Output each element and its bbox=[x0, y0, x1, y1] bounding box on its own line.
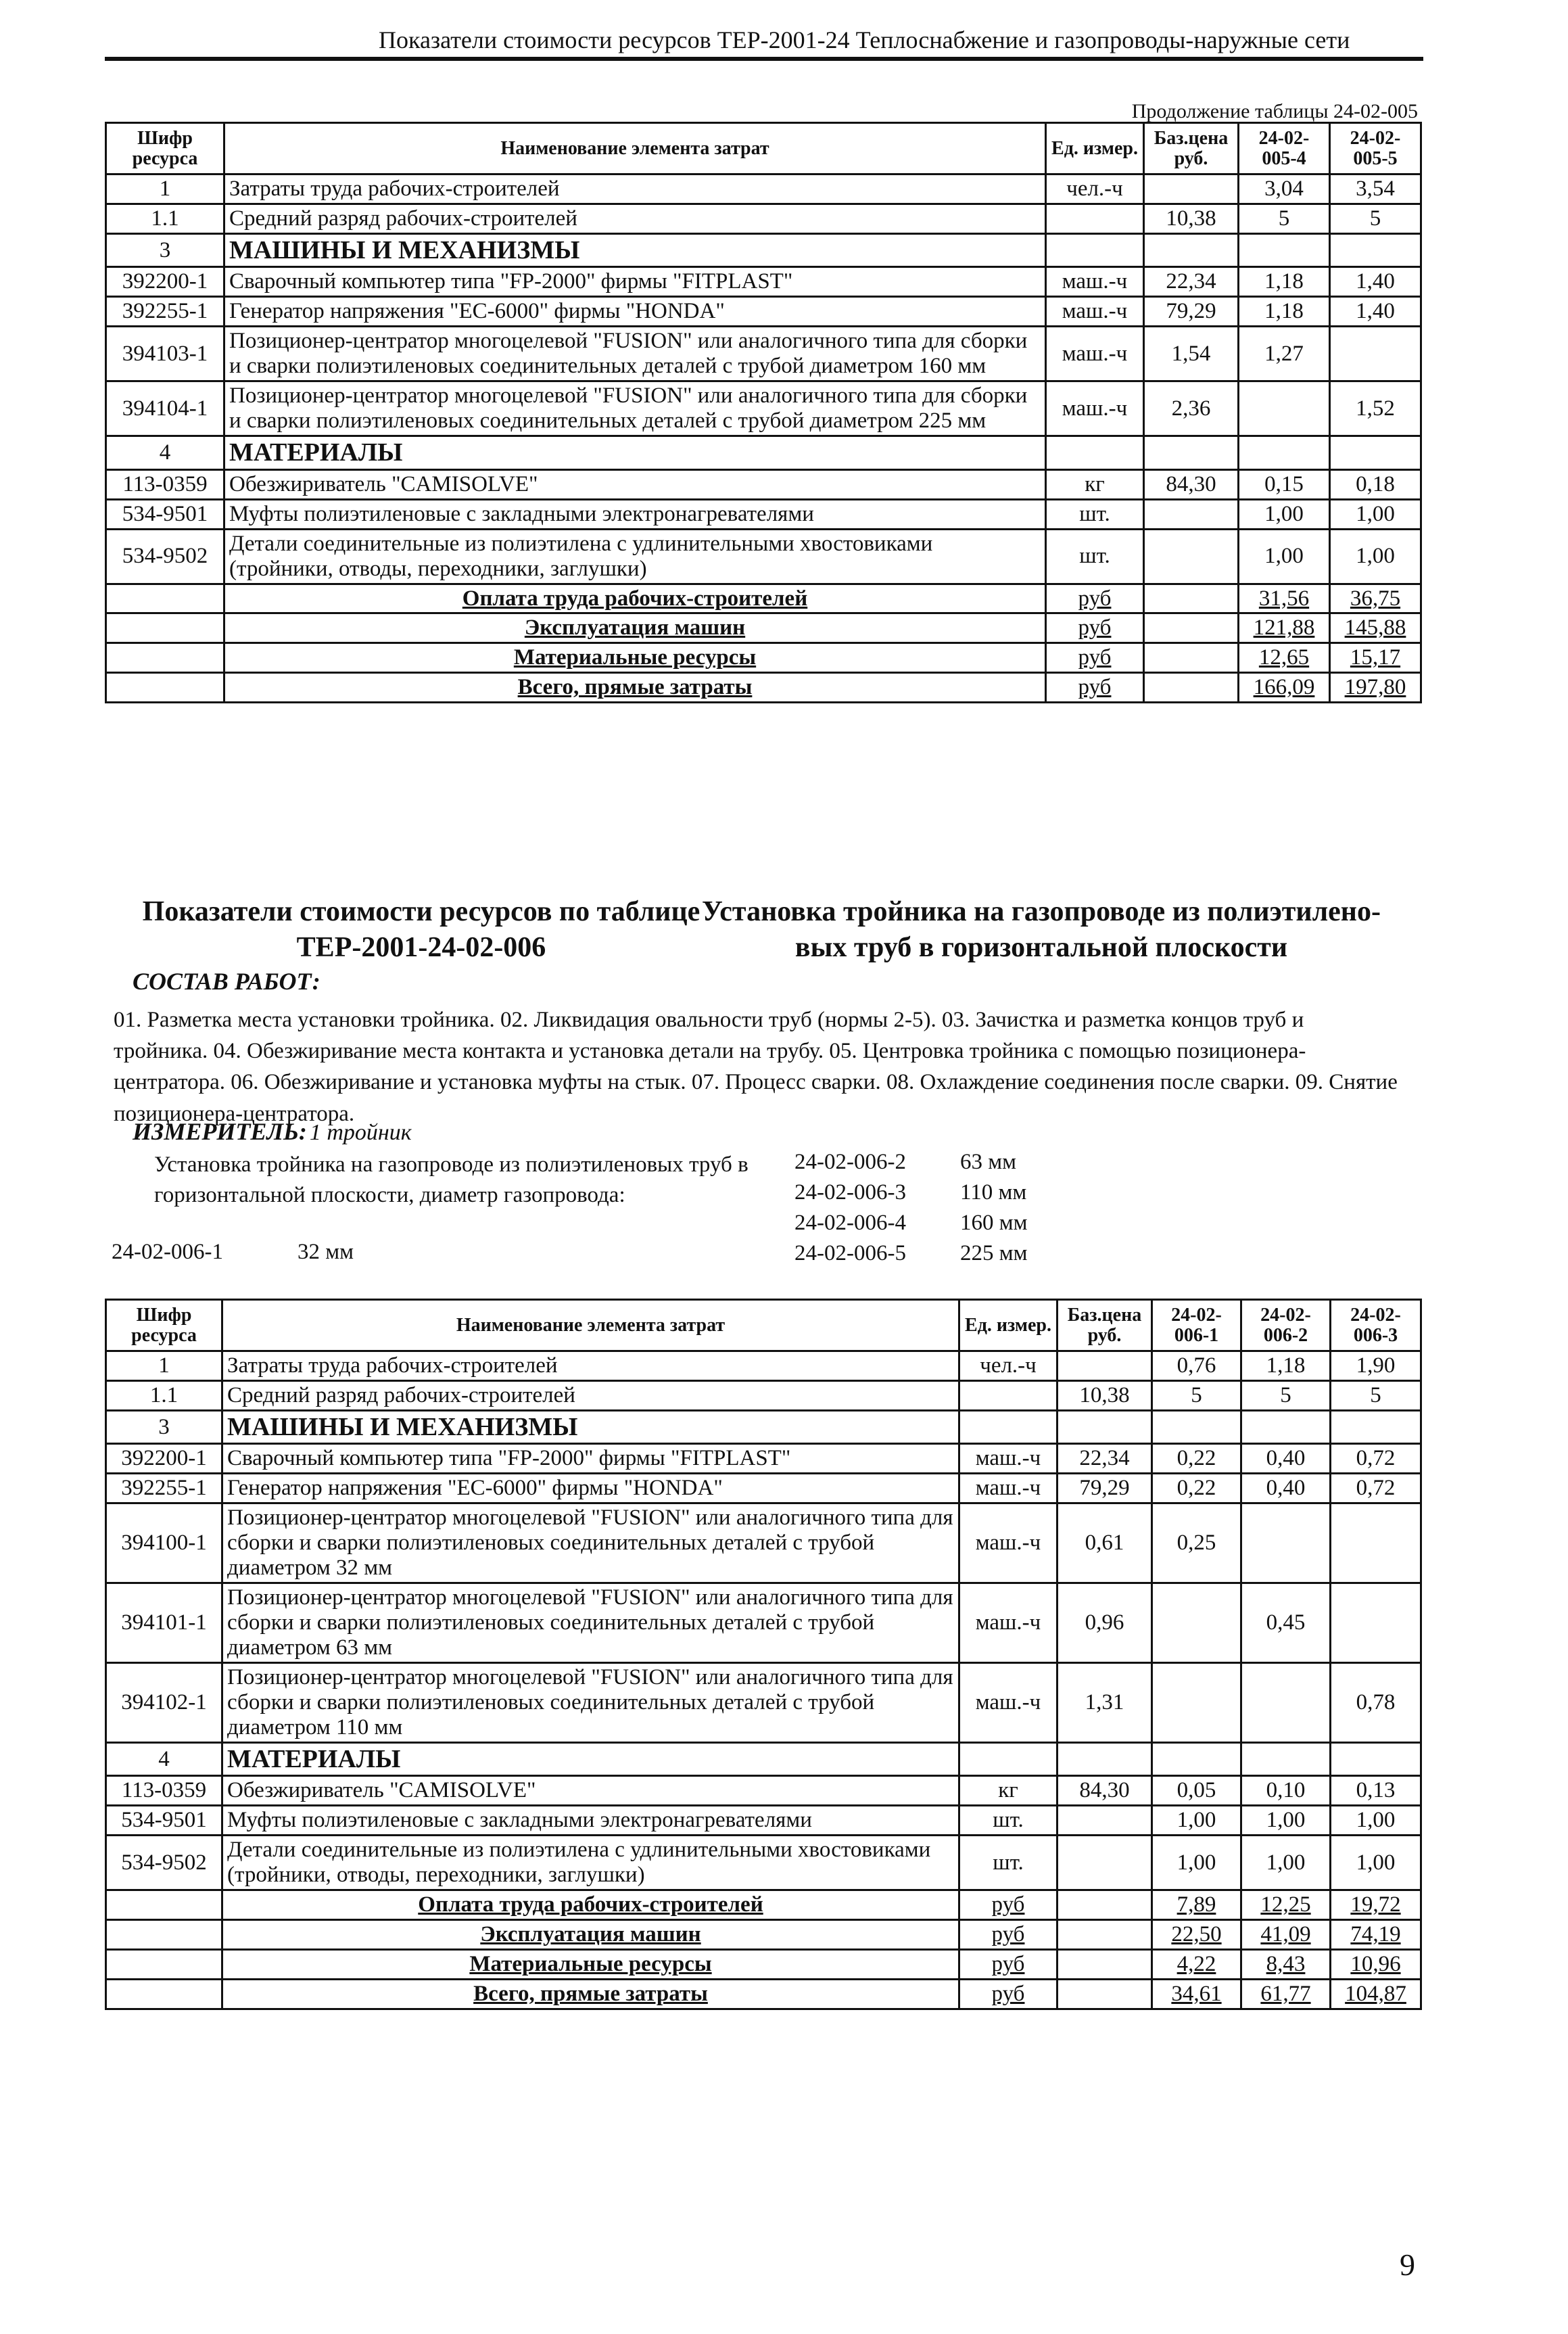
norm-value-cell bbox=[1331, 1503, 1421, 1583]
item-code: 24-02-006-3 bbox=[794, 1180, 906, 1205]
cost-element-name: Позиционер-центратор многоцелевой "FUSION" или аналогичного типа для сборки и сварки полиэтиленовых соединительных деталей с трубой диаметром 225 мм bbox=[224, 381, 1046, 436]
col-header-unit: Ед. измер. bbox=[1046, 123, 1144, 174]
col-header-code: Шифр ресурса bbox=[106, 1300, 222, 1351]
cost-element-name: Затраты труда рабочих-строителей bbox=[224, 174, 1046, 204]
norm-value-cell: 5 bbox=[1239, 204, 1330, 233]
norm-value-cell bbox=[1152, 1583, 1241, 1663]
cost-element-name: Позиционер-центратор многоцелевой "FUSION" или аналогичного типа для сборки и сварки полиэтиленовых соединительных деталей с трубой диаметром 63 мм bbox=[222, 1583, 959, 1663]
table-row bbox=[106, 1380, 1421, 1410]
total-value-cell: 61,77 bbox=[1241, 1980, 1331, 2009]
norm-value-cell: 0,72 bbox=[1331, 1474, 1421, 1503]
table-row bbox=[106, 499, 1421, 529]
empty-cell bbox=[1144, 643, 1239, 673]
item-size: 32 мм bbox=[298, 1240, 354, 1264]
empty-cell bbox=[106, 613, 224, 643]
unit-cell: маш.-ч bbox=[1046, 381, 1144, 436]
table-row bbox=[106, 1503, 1421, 1583]
base-price-cell bbox=[1144, 436, 1239, 470]
total-value-cell: 22,50 bbox=[1152, 1920, 1241, 1950]
norm-value-cell: 1,00 bbox=[1239, 499, 1330, 529]
norm-value-cell: 3,04 bbox=[1239, 174, 1330, 204]
resource-code: 392200-1 bbox=[106, 1444, 222, 1474]
resource-code: 1.1 bbox=[106, 1380, 222, 1410]
norm-value-cell: 1,40 bbox=[1330, 267, 1421, 297]
base-price-cell bbox=[1058, 1742, 1152, 1776]
cost-element-name: Детали соединительные из полиэтилена с удлинительными хвостовиками (тройники, отводы, переходники, заглушки) bbox=[222, 1836, 959, 1890]
works-label: СОСТАВ РАБОТ: bbox=[133, 968, 320, 995]
totals-row bbox=[106, 584, 1421, 613]
resource-code: 394102-1 bbox=[106, 1663, 222, 1743]
norm-value-cell: 0,22 bbox=[1152, 1444, 1241, 1474]
col-header-norm: 24-02-005-4 bbox=[1239, 123, 1330, 174]
base-price-cell bbox=[1144, 529, 1239, 584]
norm-value-cell: 1,18 bbox=[1239, 297, 1330, 327]
section-title-left bbox=[127, 894, 715, 965]
col-header-price: Баз.цена руб. bbox=[1058, 1300, 1152, 1351]
norm-value-cell: 0,40 bbox=[1241, 1444, 1331, 1474]
empty-cell bbox=[1144, 613, 1239, 643]
page-number: 9 bbox=[1400, 2247, 1415, 2282]
resource-code: 534-9501 bbox=[106, 1806, 222, 1836]
norm-value-cell: 5 bbox=[1241, 1380, 1331, 1410]
empty-cell bbox=[1058, 1920, 1152, 1950]
norm-value-cell: 0,15 bbox=[1239, 469, 1330, 499]
item-size: 225 мм bbox=[960, 1241, 1028, 1265]
base-price-cell: 84,30 bbox=[1058, 1776, 1152, 1806]
empty-cell bbox=[106, 1980, 222, 2009]
table-row bbox=[106, 233, 1421, 267]
empty-cell bbox=[106, 1920, 222, 1950]
base-price-cell: 10,38 bbox=[1058, 1380, 1152, 1410]
resource-code: 1.1 bbox=[106, 204, 224, 233]
base-price-cell: 79,29 bbox=[1058, 1474, 1152, 1503]
section-heading: МАШИНЫ И МЕХАНИЗМЫ bbox=[222, 1410, 959, 1444]
norm-value-cell: 1,90 bbox=[1331, 1351, 1421, 1381]
unit-cell: шт. bbox=[959, 1836, 1058, 1890]
table-row bbox=[106, 297, 1421, 327]
table-row bbox=[106, 1474, 1421, 1503]
norm-value-cell: 0,10 bbox=[1241, 1776, 1331, 1806]
table-row bbox=[106, 436, 1421, 470]
norm-value-cell bbox=[1330, 436, 1421, 470]
resource-code: 534-9502 bbox=[106, 529, 224, 584]
total-name: Эксплуатация машин bbox=[222, 1920, 959, 1950]
base-price-cell bbox=[1058, 1410, 1152, 1444]
meter-line bbox=[133, 1117, 412, 1146]
resource-table-005 bbox=[105, 122, 1422, 703]
cost-element-name: Обезжириватель "CAMISOLVE" bbox=[222, 1776, 959, 1806]
total-value-cell: 34,61 bbox=[1152, 1980, 1241, 2009]
resource-code: 113-0359 bbox=[106, 1776, 222, 1806]
norm-value-cell: 1,00 bbox=[1241, 1806, 1331, 1836]
table-row bbox=[106, 529, 1421, 584]
resource-code: 394103-1 bbox=[106, 327, 224, 381]
cost-element-name: Позиционер-центратор многоцелевой "FUSION" или аналогичного типа для сборки и сварки полиэтиленовых соединительных деталей с трубой диаметром 32 мм bbox=[222, 1503, 959, 1583]
base-price-cell: 22,34 bbox=[1144, 267, 1239, 297]
item-size: 110 мм bbox=[960, 1180, 1027, 1205]
item-size: 63 мм bbox=[960, 1150, 1017, 1174]
norm-value-cell: 1,40 bbox=[1330, 297, 1421, 327]
resource-code: 3 bbox=[106, 233, 224, 267]
col-header-code: Шифр ресурса bbox=[106, 123, 224, 174]
empty-cell bbox=[106, 643, 224, 673]
unit-cell: руб bbox=[1046, 673, 1144, 703]
total-value-cell: 41,09 bbox=[1241, 1920, 1331, 1950]
section-title-line: Показатели стоимости ресурсов по таблице bbox=[142, 896, 700, 927]
item-code: 24-02-006-2 bbox=[794, 1150, 906, 1174]
section-heading: МАШИНЫ И МЕХАНИЗМЫ bbox=[224, 233, 1046, 267]
cost-element-name: Генератор напряжения "ЕС-6000" фирмы "HONDA" bbox=[224, 297, 1046, 327]
total-name: Материальные ресурсы bbox=[222, 1950, 959, 1980]
totals-row bbox=[106, 643, 1421, 673]
section-title-line: Установка тройника на газопроводе из полиэтилено- bbox=[702, 896, 1381, 927]
cost-element-name: Муфты полиэтиленовые с закладными электронагревателями bbox=[222, 1806, 959, 1836]
total-value-cell: 36,75 bbox=[1330, 584, 1421, 613]
totals-row bbox=[106, 613, 1421, 643]
base-price-cell bbox=[1144, 174, 1239, 204]
norm-value-cell bbox=[1239, 436, 1330, 470]
resource-code: 113-0359 bbox=[106, 469, 224, 499]
norm-value-cell: 0,22 bbox=[1152, 1474, 1241, 1503]
base-price-cell: 1,54 bbox=[1144, 327, 1239, 381]
table-row bbox=[106, 1410, 1421, 1444]
col-header-norm: 24-02-006-2 bbox=[1241, 1300, 1331, 1351]
norm-value-cell: 1,00 bbox=[1330, 499, 1421, 529]
table-row bbox=[106, 1776, 1421, 1806]
norm-value-cell: 0,18 bbox=[1330, 469, 1421, 499]
unit-cell: кг bbox=[1046, 469, 1144, 499]
works-text: 01. Разметка места установки тройника. 02. Ликвидация овальности труб (нормы 2-5). 03. Зачистка и разметка концов труб и тройника. 04. Обезжиривание места контакта и установка детали на трубу. 05. Центровка тройника с помощью позиционера-центратора. 06. Обезжиривание и установка муфты на стык. 07. Процесс сварки. 08. Охлаждение соединения после сварки. 09. Снятие позиционера-центратора. bbox=[114, 1008, 1398, 1126]
unit-cell: маш.-ч bbox=[1046, 297, 1144, 327]
norm-value-cell bbox=[1331, 1410, 1421, 1444]
cost-element-name: Муфты полиэтиленовые с закладными электронагревателями bbox=[224, 499, 1046, 529]
base-price-cell bbox=[1144, 499, 1239, 529]
unit-cell: шт. bbox=[959, 1806, 1058, 1836]
total-name: Оплата труда рабочих-строителей bbox=[222, 1890, 959, 1920]
cost-element-name: Позиционер-центратор многоцелевой "FUSION" или аналогичного типа для сборки и сварки полиэтиленовых соединительных деталей с трубой диаметром 160 мм bbox=[224, 327, 1046, 381]
unit-cell: шт. bbox=[1046, 499, 1144, 529]
unit-cell: маш.-ч bbox=[959, 1503, 1058, 1583]
norm-value-cell bbox=[1152, 1663, 1241, 1743]
base-price-cell: 2,36 bbox=[1144, 381, 1239, 436]
cost-element-name: Обезжириватель "CAMISOLVE" bbox=[224, 469, 1046, 499]
cost-element-name: Сварочный компьютер типа "FP-2000" фирмы "FITPLAST" bbox=[222, 1444, 959, 1474]
total-value-cell: 19,72 bbox=[1331, 1890, 1421, 1920]
section-title-line: ТЕР-2001-24-02-006 bbox=[296, 931, 546, 963]
base-price-cell: 84,30 bbox=[1144, 469, 1239, 499]
header-rule bbox=[105, 57, 1423, 61]
totals-row bbox=[106, 1890, 1421, 1920]
norm-value-cell bbox=[1152, 1742, 1241, 1776]
total-value-cell: 15,17 bbox=[1330, 643, 1421, 673]
cost-element-name: Средний разряд рабочих-строителей bbox=[222, 1380, 959, 1410]
norm-value-cell: 5 bbox=[1330, 204, 1421, 233]
table-row bbox=[106, 1663, 1421, 1743]
base-price-cell bbox=[1058, 1351, 1152, 1381]
norm-value-cell bbox=[1330, 327, 1421, 381]
unit-cell bbox=[959, 1410, 1058, 1444]
unit-cell bbox=[959, 1742, 1058, 1776]
unit-cell bbox=[1046, 436, 1144, 470]
resource-code: 4 bbox=[106, 1742, 222, 1776]
unit-cell: руб bbox=[1046, 643, 1144, 673]
section-title-right bbox=[696, 894, 1386, 965]
norm-value-cell bbox=[1239, 233, 1330, 267]
cost-element-name: Затраты труда рабочих-строителей bbox=[222, 1351, 959, 1381]
total-value-cell: 7,89 bbox=[1152, 1890, 1241, 1920]
resource-code: 394100-1 bbox=[106, 1503, 222, 1583]
norm-value-cell: 1,00 bbox=[1330, 529, 1421, 584]
empty-cell bbox=[106, 673, 224, 703]
unit-cell: маш.-ч bbox=[1046, 267, 1144, 297]
norm-value-cell: 0,13 bbox=[1331, 1776, 1421, 1806]
total-value-cell: 104,87 bbox=[1331, 1980, 1421, 2009]
cost-element-name: Позиционер-центратор многоцелевой "FUSION" или аналогичного типа для сборки и сварки полиэтиленовых соединительных деталей с трубой диаметром 110 мм bbox=[222, 1663, 959, 1743]
norm-value-cell bbox=[1241, 1503, 1331, 1583]
total-name: Материальные ресурсы bbox=[224, 643, 1046, 673]
cost-element-name: Генератор напряжения "ЕС-6000" фирмы "HONDA" bbox=[222, 1474, 959, 1503]
unit-cell: маш.-ч bbox=[959, 1474, 1058, 1503]
table-row bbox=[106, 327, 1421, 381]
norm-value-cell: 1,18 bbox=[1241, 1351, 1331, 1381]
unit-cell: чел.-ч bbox=[1046, 174, 1144, 204]
norm-value-cell bbox=[1239, 381, 1330, 436]
resource-code: 1 bbox=[106, 1351, 222, 1381]
totals-row bbox=[106, 1920, 1421, 1950]
norm-value-cell: 0,40 bbox=[1241, 1474, 1331, 1503]
resource-table-006 bbox=[105, 1299, 1422, 2010]
unit-cell: руб bbox=[959, 1890, 1058, 1920]
empty-cell bbox=[1058, 1980, 1152, 2009]
unit-cell: шт. bbox=[1046, 529, 1144, 584]
total-value-cell: 74,19 bbox=[1331, 1920, 1421, 1950]
meter-label: ИЗМЕРИТЕЛЬ: bbox=[133, 1118, 307, 1145]
col-header-norm: 24-02-005-5 bbox=[1330, 123, 1421, 174]
empty-cell bbox=[106, 1950, 222, 1980]
total-value-cell: 145,88 bbox=[1330, 613, 1421, 643]
cost-element-name: Детали соединительные из полиэтилена с удлинительными хвостовиками (тройники, отводы, переходники, заглушки) bbox=[224, 529, 1046, 584]
norm-value-cell: 1,52 bbox=[1330, 381, 1421, 436]
total-name: Оплата труда рабочих-строителей bbox=[224, 584, 1046, 613]
total-value-cell: 8,43 bbox=[1241, 1950, 1331, 1980]
section-heading: МАТЕРИАЛЫ bbox=[224, 436, 1046, 470]
col-header-norm: 24-02-006-1 bbox=[1152, 1300, 1241, 1351]
norm-value-cell: 0,25 bbox=[1152, 1503, 1241, 1583]
table-row bbox=[106, 381, 1421, 436]
unit-cell bbox=[959, 1380, 1058, 1410]
item-code: 24-02-006-4 bbox=[794, 1211, 906, 1235]
unit-cell: руб bbox=[959, 1950, 1058, 1980]
resource-code: 392200-1 bbox=[106, 267, 224, 297]
table-row bbox=[106, 1583, 1421, 1663]
total-value-cell: 31,56 bbox=[1239, 584, 1330, 613]
section-heading: МАТЕРИАЛЫ bbox=[222, 1742, 959, 1776]
base-price-cell: 10,38 bbox=[1144, 204, 1239, 233]
norm-value-cell: 5 bbox=[1152, 1380, 1241, 1410]
table-continuation-note: Продолжение таблицы 24-02-005 bbox=[1131, 100, 1418, 122]
resource-code: 534-9501 bbox=[106, 499, 224, 529]
total-value-cell: 10,96 bbox=[1331, 1950, 1421, 1980]
col-header-name: Наименование элемента затрат bbox=[222, 1300, 959, 1351]
totals-row bbox=[106, 1980, 1421, 2009]
empty-cell bbox=[106, 584, 224, 613]
resource-code: 392255-1 bbox=[106, 1474, 222, 1503]
totals-row bbox=[106, 673, 1421, 703]
unit-cell: руб bbox=[959, 1980, 1058, 2009]
meter-value: 1 тройник bbox=[309, 1120, 412, 1145]
item-code: 24-02-006-1 bbox=[112, 1240, 223, 1264]
norm-value-cell bbox=[1331, 1742, 1421, 1776]
norm-value-cell bbox=[1152, 1410, 1241, 1444]
item-code: 24-02-006-5 bbox=[794, 1241, 906, 1265]
base-price-cell: 0,96 bbox=[1058, 1583, 1152, 1663]
unit-cell: маш.-ч bbox=[959, 1663, 1058, 1743]
base-price-cell: 22,34 bbox=[1058, 1444, 1152, 1474]
empty-cell bbox=[1144, 584, 1239, 613]
norm-value-cell: 3,54 bbox=[1330, 174, 1421, 204]
base-price-cell: 79,29 bbox=[1144, 297, 1239, 327]
total-name: Эксплуатация машин bbox=[224, 613, 1046, 643]
resource-code: 3 bbox=[106, 1410, 222, 1444]
item-size: 160 мм bbox=[960, 1211, 1028, 1235]
table-row bbox=[106, 1444, 1421, 1474]
unit-cell bbox=[1046, 204, 1144, 233]
unit-cell: руб bbox=[1046, 613, 1144, 643]
col-header-price: Баз.цена руб. bbox=[1144, 123, 1239, 174]
table-row bbox=[106, 174, 1421, 204]
norm-value-cell: 1,00 bbox=[1152, 1836, 1241, 1890]
unit-cell: кг bbox=[959, 1776, 1058, 1806]
norm-value-cell: 0,45 bbox=[1241, 1583, 1331, 1663]
page-header-title: Показатели стоимости ресурсов ТЕР-2001-24 Теплоснабжение и газопроводы-наружные сети bbox=[379, 26, 1350, 53]
base-price-cell bbox=[1058, 1836, 1152, 1890]
unit-cell bbox=[1046, 233, 1144, 267]
norm-value-cell: 0,05 bbox=[1152, 1776, 1241, 1806]
norm-value-cell: 0,72 bbox=[1331, 1444, 1421, 1474]
total-name: Всего, прямые затраты bbox=[222, 1980, 959, 2009]
unit-cell: руб bbox=[959, 1920, 1058, 1950]
resource-code: 4 bbox=[106, 436, 224, 470]
total-value-cell: 166,09 bbox=[1239, 673, 1330, 703]
cost-element-name: Сварочный компьютер типа "FP-2000" фирмы "FITPLAST" bbox=[224, 267, 1046, 297]
resource-code: 534-9502 bbox=[106, 1836, 222, 1890]
col-header-norm: 24-02-006-3 bbox=[1331, 1300, 1421, 1351]
norm-value-cell: 1,00 bbox=[1331, 1806, 1421, 1836]
table-row bbox=[106, 204, 1421, 233]
norm-value-cell bbox=[1241, 1742, 1331, 1776]
col-header-name: Наименование элемента затрат bbox=[224, 123, 1046, 174]
total-value-cell: 197,80 bbox=[1330, 673, 1421, 703]
resource-code: 392255-1 bbox=[106, 297, 224, 327]
empty-cell bbox=[1144, 673, 1239, 703]
col-header-unit: Ед. измер. bbox=[959, 1300, 1058, 1351]
total-value-cell: 12,25 bbox=[1241, 1890, 1331, 1920]
norm-value-cell: 1,00 bbox=[1152, 1806, 1241, 1836]
resource-code: 394104-1 bbox=[106, 381, 224, 436]
norm-value-cell: 5 bbox=[1331, 1380, 1421, 1410]
empty-cell bbox=[1058, 1890, 1152, 1920]
norm-value-cell: 0,78 bbox=[1331, 1663, 1421, 1743]
table-row bbox=[106, 267, 1421, 297]
table-row bbox=[106, 1742, 1421, 1776]
resource-code: 1 bbox=[106, 174, 224, 204]
unit-cell: маш.-ч bbox=[959, 1444, 1058, 1474]
empty-cell bbox=[1058, 1950, 1152, 1980]
total-value-cell: 12,65 bbox=[1239, 643, 1330, 673]
table-row bbox=[106, 1806, 1421, 1836]
meter-description: Установка тройника на газопроводе из полиэтиленовых труб в горизонтальной плоскости, диаметр газопровода: bbox=[154, 1152, 749, 1207]
unit-cell: маш.-ч bbox=[959, 1583, 1058, 1663]
norm-value-cell bbox=[1331, 1583, 1421, 1663]
base-price-cell bbox=[1144, 233, 1239, 267]
empty-cell bbox=[106, 1890, 222, 1920]
base-price-cell: 0,61 bbox=[1058, 1503, 1152, 1583]
norm-value-cell bbox=[1330, 233, 1421, 267]
base-price-cell: 1,31 bbox=[1058, 1663, 1152, 1743]
cost-element-name: Средний разряд рабочих-строителей bbox=[224, 204, 1046, 233]
norm-value-cell: 1,00 bbox=[1241, 1836, 1331, 1890]
unit-cell: чел.-ч bbox=[959, 1351, 1058, 1381]
total-name: Всего, прямые затраты bbox=[224, 673, 1046, 703]
norm-value-cell: 1,00 bbox=[1331, 1836, 1421, 1890]
total-value-cell: 121,88 bbox=[1239, 613, 1330, 643]
unit-cell: маш.-ч bbox=[1046, 327, 1144, 381]
unit-cell: руб bbox=[1046, 584, 1144, 613]
norm-value-cell: 1,27 bbox=[1239, 327, 1330, 381]
norm-value-cell bbox=[1241, 1410, 1331, 1444]
table-row bbox=[106, 469, 1421, 499]
norm-value-cell: 1,18 bbox=[1239, 267, 1330, 297]
norm-value-cell: 0,76 bbox=[1152, 1351, 1241, 1381]
section-title-line: вых труб в горизонтальной плоскости bbox=[794, 931, 1288, 963]
norm-value-cell bbox=[1241, 1663, 1331, 1743]
table-row bbox=[106, 1836, 1421, 1890]
base-price-cell bbox=[1058, 1806, 1152, 1836]
table-row bbox=[106, 1351, 1421, 1381]
totals-row bbox=[106, 1950, 1421, 1980]
resource-code: 394101-1 bbox=[106, 1583, 222, 1663]
total-value-cell: 4,22 bbox=[1152, 1950, 1241, 1980]
norm-value-cell: 1,00 bbox=[1239, 529, 1330, 584]
